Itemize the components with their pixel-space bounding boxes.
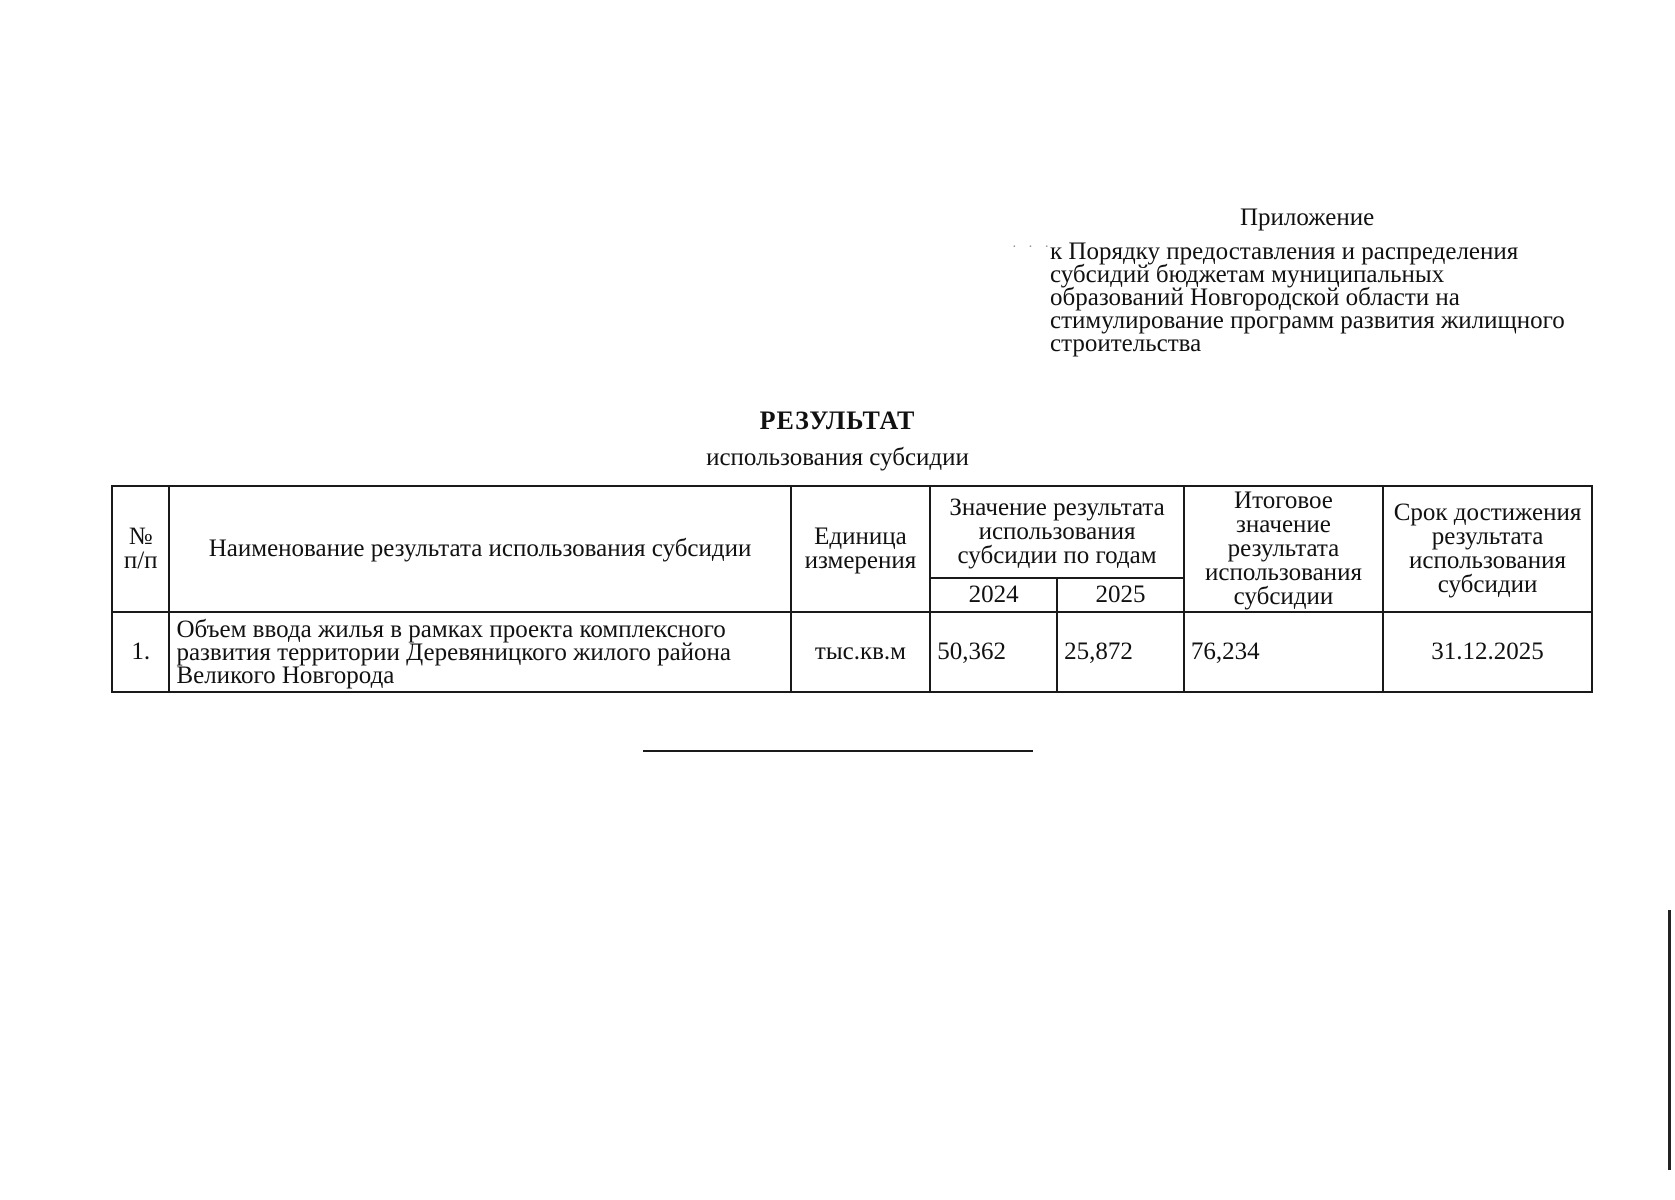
cell-unit: тыс.кв.м (791, 612, 931, 692)
cell-term: 31.12.2025 (1383, 612, 1592, 692)
scan-artifact: · · · (1012, 240, 1053, 255)
header-unit: Единица измерения (791, 486, 931, 612)
header-value-group: Значение результата использования субсидии по годам (930, 486, 1184, 578)
header-total: Итоговое значение результата использования субсидии (1184, 486, 1383, 612)
closing-line (643, 750, 1033, 752)
results-table (111, 485, 1593, 693)
table-row (112, 612, 1592, 692)
header-name: Наименование результата использования субсидии (169, 486, 790, 612)
cell-total: 76,234 (1184, 612, 1383, 692)
document-title: РЕЗУЛЬТАТ (759, 406, 916, 435)
appendix-block (1050, 204, 1610, 355)
cell-num: 1. (112, 612, 169, 692)
appendix-text: к Порядку предоставления и распределения субсидий бюджетам муниципальных образований Новгородской области на стимулирование программ развития жилищного строительства (1050, 238, 1565, 357)
header-term: Срок достижения результата использования субсидии (1383, 486, 1592, 612)
cell-value-2025: 25,872 (1057, 612, 1184, 692)
scan-edge-artifact (1668, 910, 1671, 1170)
header-year-2024: 2024 (930, 578, 1057, 612)
header-num: № п/п (112, 486, 169, 612)
table-header-row (112, 486, 1592, 578)
cell-value-2024: 50,362 (930, 612, 1057, 692)
document-subtitle: использования субсидии (706, 444, 969, 471)
appendix-title: Приложение (1240, 204, 1375, 231)
cell-name: Объем ввода жилья в рамках проекта комплексного развития территории Деревяницкого жилого района Великого Новгорода (169, 612, 790, 692)
header-year-2025: 2025 (1057, 578, 1184, 612)
